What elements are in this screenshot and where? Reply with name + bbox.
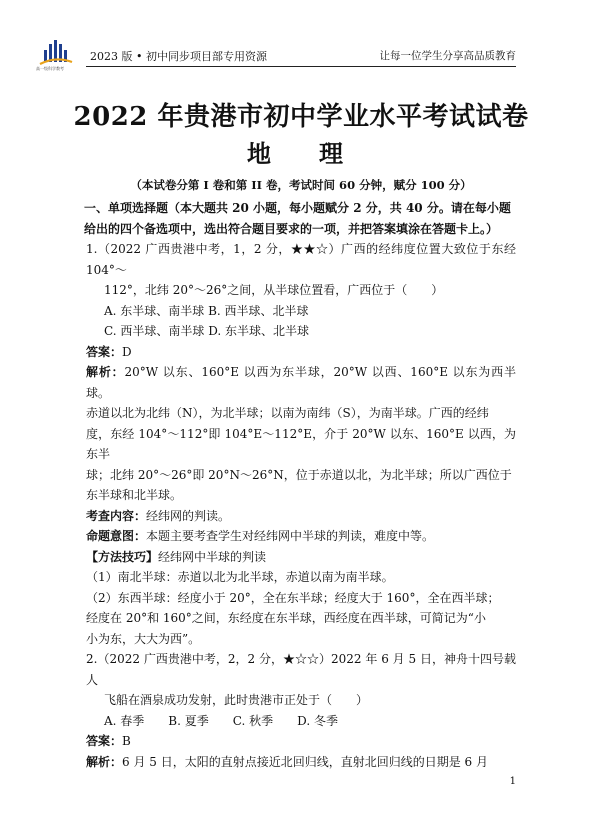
q1-tip-line: 经度在 20°和 160°之间，东经度在东半球，西经度在西半球，可简记为“小 (86, 611, 486, 625)
q1-analysis-line: 东半球和北半球。 (86, 488, 183, 502)
q1-tip-line: （1）南北半球：赤道以北为北半球，赤道以南为南半球。 (86, 570, 394, 584)
document-body (86, 198, 516, 772)
answer-value: D (122, 344, 132, 359)
exam-title: 2022 年贵港市初中学业水平考试试卷 (73, 102, 529, 132)
analysis-label: 解析： (86, 365, 125, 379)
q1-stem-cont: 112°，北纬 20°～26°之间，从半球位置看，广西位于（ ） (104, 283, 444, 297)
exam-note: （本试卷分第 I 卷和第 II 卷，考试时间 60 分钟，赋分 100 分） (130, 178, 472, 192)
logo-caption: 高一级科学教考 (36, 66, 64, 71)
analysis-label: 解析： (86, 754, 123, 769)
q1-options-cd: C. 西半球、南半球 D. 东半球、北半球 (104, 324, 310, 338)
intent-label: 命题意图： (86, 529, 147, 543)
intent-text: 本题主要考查学生对经纬网中半球的判读，难度中等。 (146, 529, 435, 543)
q1-content (86, 506, 516, 527)
content-text: 经纬网的判读。 (146, 508, 231, 523)
content-label: 考查内容： (86, 508, 147, 523)
answer-label: 答案： (86, 734, 123, 748)
section-heading-cont: 给出的四个备选项中，选出符合题目要求的一项，并把答案填涂在答题卡上。） (84, 221, 499, 236)
q1-options-ab: A. 东半球、南半球 B. 西半球、北半球 (104, 303, 309, 318)
tips-label: 【方法技巧】 (86, 549, 159, 564)
q2-analysis (86, 752, 516, 773)
q1-analysis-line: 度，东经 104°～112°即 104°E～112°E，介于 20°W 以东、160°E 以西，为东半 (86, 426, 516, 461)
q1-answer (86, 342, 516, 363)
q1-analysis-line: 赤道以北为北纬（N），为北半球；以南为南纬（S），为南半球。广西的经纬 (86, 406, 489, 420)
header-divider (86, 66, 516, 67)
answer-value: B (122, 734, 131, 748)
q1-analysis (86, 362, 516, 403)
q2-answer (86, 731, 516, 752)
section-heading: 一、单项选择题（本大题共 20 小题，每小题赋分 2 分，共 40 分。请在每小题 (84, 201, 511, 215)
q2-stem-cont: 飞船在酒泉成功发射，此时贵港市正处于（ ） (104, 693, 369, 707)
q1-tip-line: 小为东，大大为西”。 (86, 631, 201, 646)
q1-tips (86, 547, 516, 568)
school-logo-icon (38, 38, 74, 68)
q2-stem: 2.（2022 广西贵港中考，2，2 分，★☆☆）2022 年 6 月 5 日，神舟十四号载人 (86, 652, 516, 687)
q2-options: A. 春季 B. 夏季 C. 秋季 D. 冬季 (104, 713, 338, 728)
analysis-text: 20°W 以东、160°E 以西为东半球，20°W 以西、160°E 以东为西半球。 (86, 365, 516, 400)
q1-analysis-line: 球；北纬 20°～26°即 20°N～26°N，位于赤道以北，为北半球；所以广西位于 (86, 467, 512, 482)
q1-intent (86, 526, 516, 547)
header-right-slogan: 让每一位学生分享高品质教育 (379, 50, 516, 62)
page-number: 1 (509, 776, 516, 787)
q1-stem: 1.（2022 广西贵港中考，1，2 分，★★☆）广西的经纬度位置大致位于东经 104°～ (86, 242, 516, 277)
tips-text: 经纬网中半球的判读 (158, 549, 267, 564)
analysis-text: 6 月 5 日，太阳的直射点接近北回归线，直射北回归线的日期是 6 月 (122, 754, 488, 769)
header-left-text: 2023 版 • 初中同步项目部专用资源 (90, 50, 267, 63)
page-header (0, 0, 602, 76)
q1-tip-line: （2）东西半球：经度小于 20°，全在东半球；经度大于 160°，全在西半球； (86, 590, 500, 605)
answer-label: 答案： (86, 344, 123, 359)
subject-title: 地 理 (247, 139, 355, 168)
